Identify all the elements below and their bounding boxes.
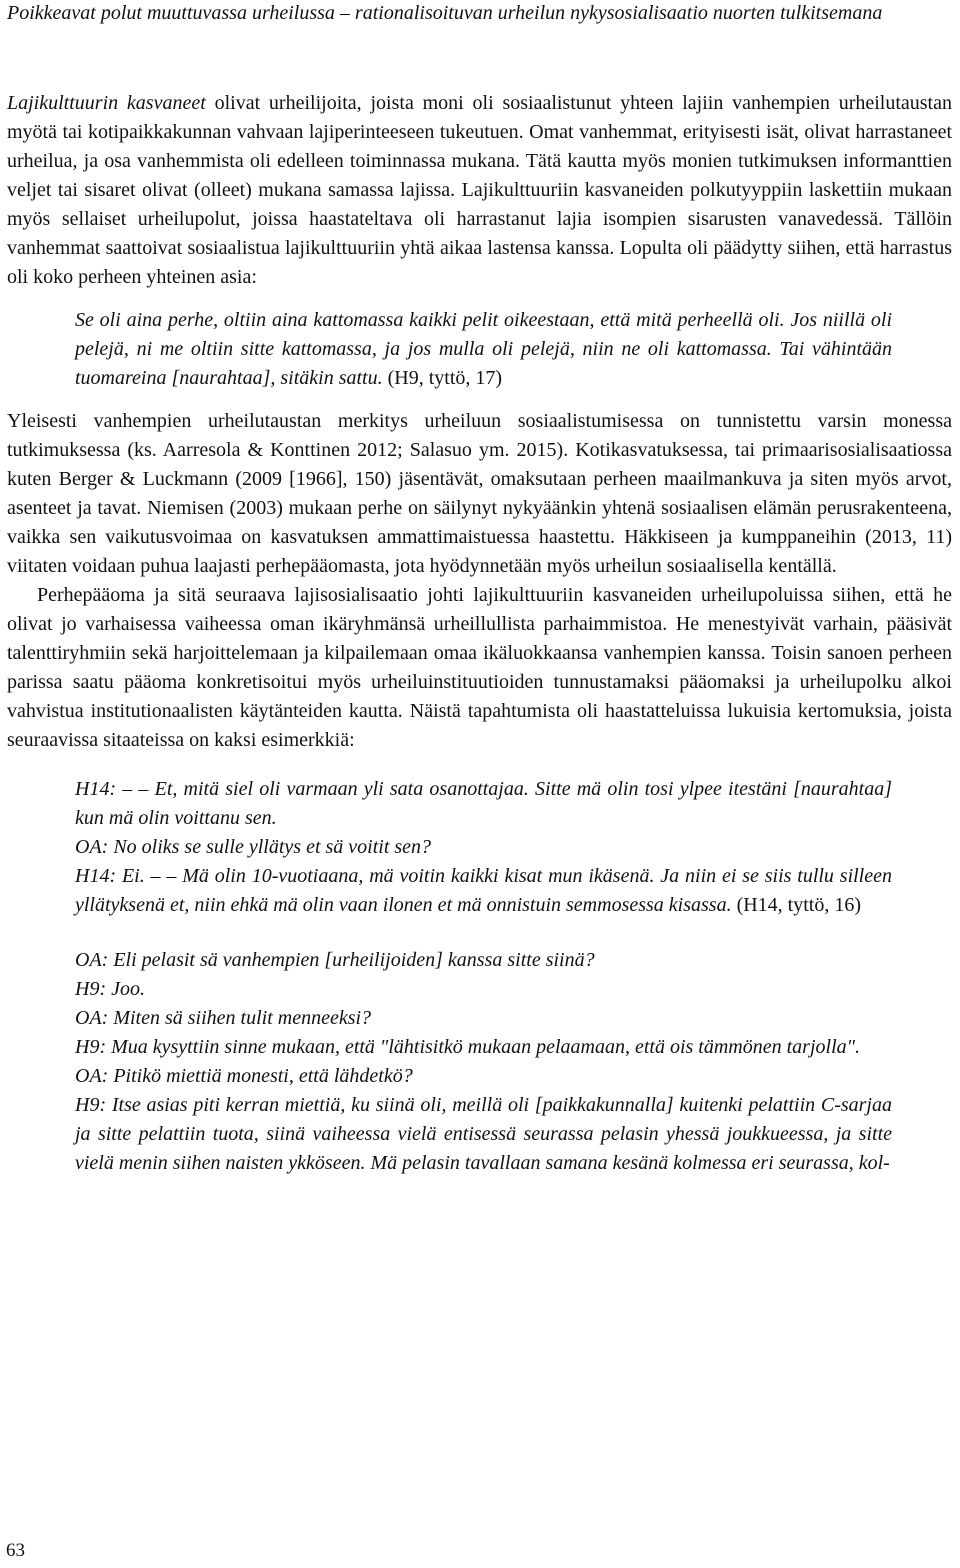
dialog-line: H9: Mua kysyttiin sinne mukaan, että "lähtisitkö mukaan pelaamaan, että ois tämmönen tarjolla". xyxy=(75,1036,861,1058)
paragraph-1-lead: Lajikulttuurin kasvaneet xyxy=(7,92,206,114)
paragraph-1-text: olivat urheilijoita, joista moni oli sosiaalistunut yhteen lajiin vanhempien urheilutaustan myötä tai kotipaikkakunnan vahvaan lajiperinteeseen tukeutuen. Omat vanhemmat, erityisesti isät, olivat harrastaneet urheilua, ja osa vanhemmista oli edelleen toiminnassa mukana. Tätä kautta myös monien tutkimuksen informanttien veljet tai sisaret olivat (olleet) mukana samassa lajissa. Lajikulttuuriin kasvaneiden polkutyyppiin laskettiin mukaan myös sellaiset urheilupolut, joissa haastateltava oli harrastanut lajia isompien sisarusten vanavedessä. Tällöin vanhemmat saattoivat sosiaalistua lajikulttuuriin yhtä aikaa lastensa kanssa. Lopulta oli päädytty siihen, että harrastus oli koko perheen yhteinen asia: xyxy=(7,92,952,288)
interview-excerpt-2 xyxy=(75,946,892,1178)
dialog-line: OA: Eli pelasit sä vanhempien [urheilijoiden] kanssa sitte siinä? xyxy=(75,949,595,971)
dialog-line: H9: Itse asias piti kerran miettiä, ku siinä oli, meillä oli [paikkakunnalla] kuitenki pelattiin C-sarjaa ja sitte pelattiin tuota, siinä vaiheessa vielä entisessä seurassa pelasin yhessä joukkueessa, ja sitte vielä menin siihen naisten ykköseen. Mä pelasin tavallaan samana kesänä kolmessa eri seurassa, kol- xyxy=(75,1094,892,1174)
dialog-line: OA: Miten sä siihen tulit menneeksi? xyxy=(75,1007,372,1029)
paragraph-3: Perhepääoma ja sitä seuraava lajisosialisaatio johti lajikulttuuriin kasvaneiden urheilupoluissa siihen, että he olivat jo varhaisessa vaiheessa oman ikäryhmänsä urheillullista parhaimmistoa. He menestyivät varhain, pääsivät talenttiryhmiin sekä harjoittelemaan ja kilpailemaan omaa ikäluokkaansa vanhempien kanssa. Toisin sanoen perheen parissa saatu pääoma konkretisoitui myös urheiluinstituutioiden tunnustamaksi pääomaksi ja urheilupolku alkoi vahvistua institutionaalisten käytänteiden kautta. Näistä tapahtumista oli haastatteluissa lukuisia kertomuksia, joista seuraavissa sitaateissa on kaksi esimerkkiä: xyxy=(7,584,952,751)
dialog-line: H14: Ei. – – Mä olin 10-vuotiaana, mä voitin kaikki kisat mun ikäsenä. Ja niin ei se siis tullu silleen yllätyksenä et, niin ehkä mä olin vaan ilonen et mä onnistuin semmosessa kisassa. xyxy=(75,865,892,916)
paragraph-1 xyxy=(7,89,952,292)
quote-1-source: (H9, tyttö, 17) xyxy=(382,367,503,389)
dialog-line: OA: No oliks se sulle yllätys et sä voitit sen? xyxy=(75,836,432,858)
dialog-1-source: (H14, tyttö, 16) xyxy=(731,894,862,916)
paragraph-2: Yleisesti vanhempien urheilutaustan merkitys urheiluun sosiaalistumisessa on tunnistettu varsin monessa tutkimuksessa (ks. Aarresola & Konttinen 2012; Salasuo ym. 2015). Kotikasvatuksessa, tai primaarisosialisaatiossa kuten Berger & Luckmann (2009 [1966], 150) jäsentävät, omaksutaan perheen maailmankuva ja siten myös arvot, asenteet ja tavat. Niemisen (2003) mukaan perhe on säilynyt nykyäänkin yhtenä sosiaalisen elämän perusrakenteena, vaikka sen vaikutusvoimaa on kasvatuksen ammattimaistuessa haastettu. Häkkiseen ja kumppaneihin (2013, 11) viitaten voidaan puhua laajasti perhepääomasta, jota hyödynnetään myös urheilun sosiaalisella kentällä. xyxy=(7,410,952,577)
page-number: 63 xyxy=(6,1540,25,1561)
interview-excerpt-1 xyxy=(75,775,892,920)
block-quote-1 xyxy=(75,306,892,393)
dialog-line: H14: – – Et, mitä siel oli varmaan yli sata osanottajaa. Sitte mä olin tosi ylpee itestäni [naurahtaa] kun mä olin voittanu sen. xyxy=(75,778,892,829)
spacer xyxy=(7,920,952,946)
dialog-line-with-source xyxy=(75,862,892,920)
body-text xyxy=(7,89,952,1178)
dialog-line: H9: Joo. xyxy=(75,978,145,1000)
running-header: Poikkeavat polut muuttuvassa urheilussa – rationalisoituvan urheilun nykysosialisaatio nuorten tulkitsemana xyxy=(7,2,883,24)
dialog-line: OA: Pitikö miettiä monesti, että lähdetkö? xyxy=(75,1065,413,1087)
quote-1-text: Se oli aina perhe, oltiin aina kattomassa kaikki pelit oikeestaan, että mitä perheellä oli. Jos niillä oli pelejä, ni me oltiin sitte kattomassa, ja jos mulla oli pelejä, niin ne oli kattomassa. Tai vähintään tuomareina [naurahtaa], sitäkin sattu. xyxy=(75,309,892,389)
